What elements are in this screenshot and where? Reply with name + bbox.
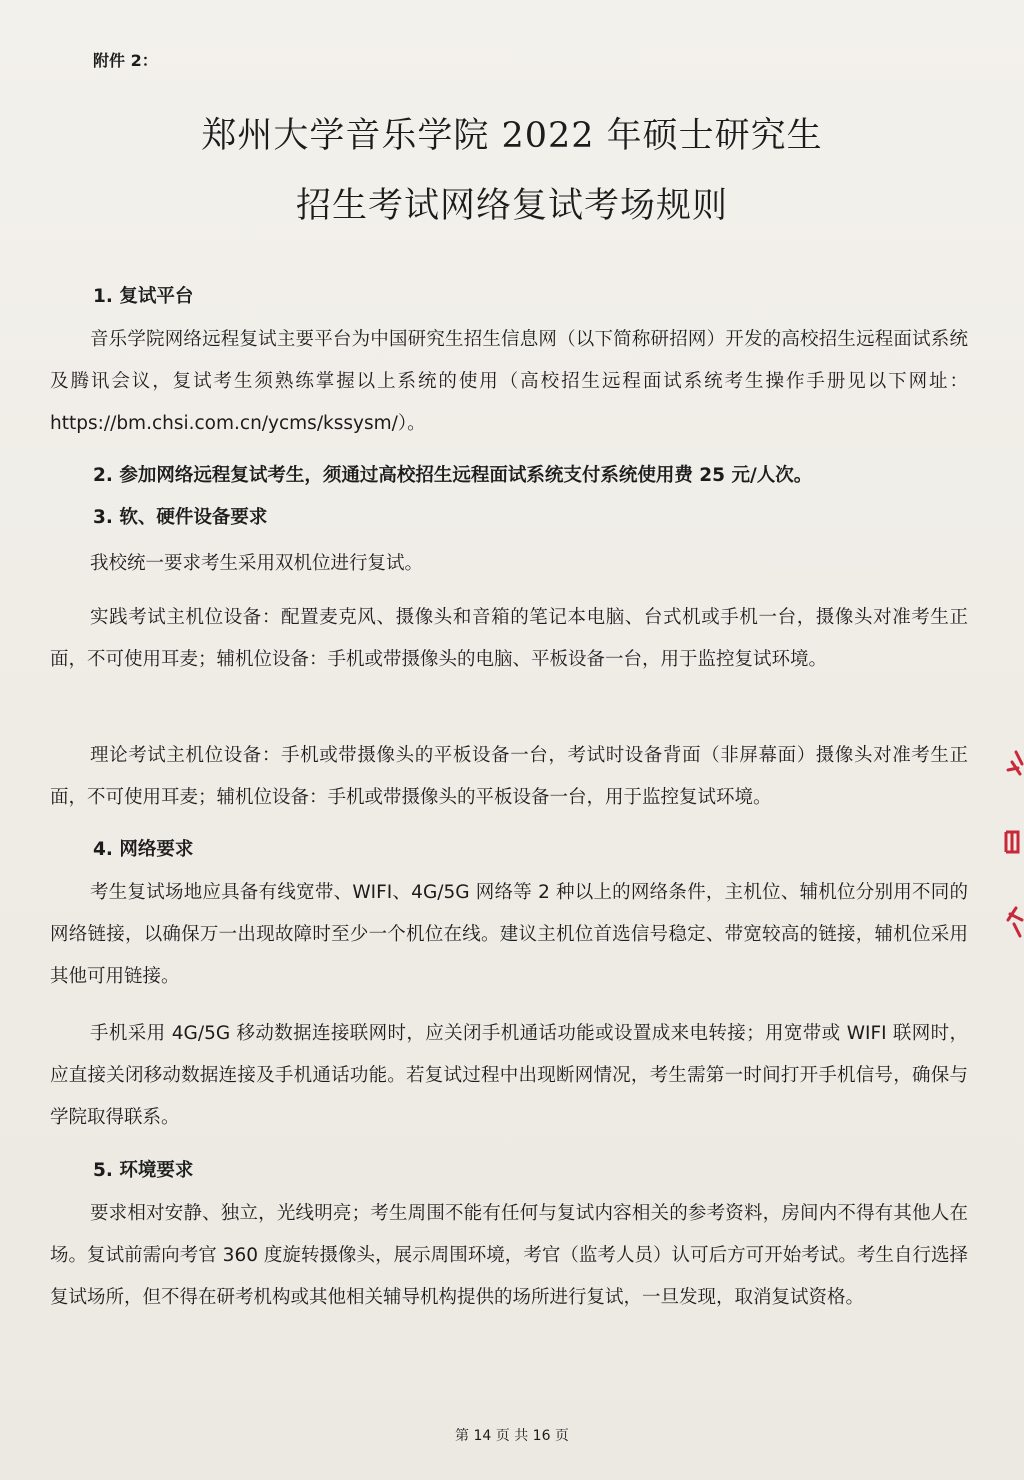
page-number-footer: 第 14 页 共 16 页 [455, 1428, 569, 1444]
section-3-paragraph-3: 理论考试主机位设备：手机或带摄像头的平板设备一台，考试时设备背面（非屏幕面）摄像头对准考生正面，不可使用耳麦；辅机位设备：手机或带摄像头的平板设备一台，用于监控复试环境。 [50, 745, 968, 808]
section-4-paragraph-2: 手机采用 4G/5G 移动数据连接联网时，应关闭手机通话功能或设置成来电转接；用宽带或 WIFI 联网时，应直接关闭移动数据连接及手机通话功能。若复试过程中出现断网情况，考生需第一时间打开手机信号，确保与学院取得联系。 [50, 1023, 968, 1128]
section-3-paragraph-2: 实践考试主机位设备：配置麦克风、摄像头和音箱的笔记本电脑、台式机或手机一台，摄像头对准考生正面，不可使用耳麦；辅机位设备：手机或带摄像头的电脑、平板设备一台，用于监控复试环境。 [50, 607, 968, 670]
section-4-heading: 4. 网络要求 [93, 839, 194, 860]
section-5-heading: 5. 环境要求 [93, 1160, 194, 1181]
section-4-paragraph-1: 考生复试场地应具备有线宽带、WIFI、4G/5G 网络等 2 种以上的网络条件，主机位、辅机位分别用不同的网络链接，以确保万一出现故障时至少一个机位在线。建议主机位首选信号稳定、带宽较高的链接，辅机位采用其他可用链接。 [50, 882, 968, 987]
seal-stamp-fragment [998, 740, 1024, 940]
section-3-paragraph-1: 我校统一要求考生采用双机位进行复试。 [90, 553, 424, 574]
section-1-heading: 1. 复试平台 [93, 286, 194, 307]
section-5-paragraph: 要求相对安静、独立，光线明亮；考生周围不能有任何与复试内容相关的参考资料，房间内不得有其他人在场。复试前需向考官 360 度旋转摄像头，展示周围环境，考官（监考人员）认可后方可开始考试。考生自行选择复试场所，但不得在研考机构或其他相关辅导机构提供的场所进行复试，一旦发现，取消复试资格。 [50, 1203, 968, 1308]
document-title-line1: 郑州大学音乐学院 2022 年硕士研究生 [201, 116, 823, 156]
section-3-heading: 3. 软、硬件设备要求 [93, 507, 268, 528]
document-title-line2: 招生考试网络复试考场规则 [295, 186, 728, 226]
annex-label: 附件 2： [93, 51, 158, 70]
section-2-heading: 2. 参加网络远程复试考生，须通过高校招生远程面试系统支付系统使用费 25 元/人次。 [93, 465, 813, 486]
section-1-paragraph: 音乐学院网络远程复试主要平台为中国研究生招生信息网（以下简称研招网）开发的高校招生远程面试系统及腾讯会议，复试考生须熟练掌握以上系统的使用（高校招生远程面试系统考生操作手册见以下网址：https://bm.chsi.com.cn/ycms/kssysm/）。 [50, 329, 968, 434]
